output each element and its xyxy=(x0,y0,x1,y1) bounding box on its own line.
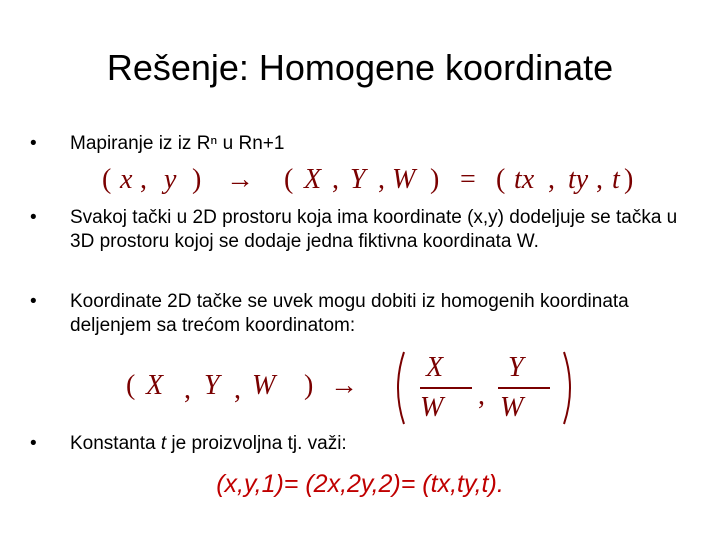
fraction-brackets xyxy=(390,350,580,426)
paren: ( xyxy=(102,164,112,195)
denominator-W: W xyxy=(420,392,444,423)
paren: ) xyxy=(304,370,314,401)
bullet-mapping xyxy=(30,132,284,156)
bullet-icon: • xyxy=(30,207,37,228)
bullet-icon: • xyxy=(30,433,37,454)
comma: , xyxy=(596,164,603,195)
paren: ) xyxy=(430,164,440,195)
arrow-icon: → xyxy=(330,370,358,401)
var-W: W xyxy=(252,370,276,401)
var-t: t xyxy=(160,433,167,454)
bullet-2d-to-3d xyxy=(30,206,690,254)
bullet-3d-to-2d xyxy=(30,290,690,338)
var-y: y xyxy=(164,164,177,195)
bullet-constant-t xyxy=(30,432,347,456)
bullet-icon: • xyxy=(30,291,37,312)
arrow-icon: → xyxy=(226,164,254,195)
text-part: Konstanta xyxy=(70,433,161,454)
var-W: W xyxy=(392,164,416,195)
paren: ) xyxy=(192,164,202,195)
var-t: t xyxy=(612,164,620,195)
paren: ( xyxy=(284,164,294,195)
var-tx: tx xyxy=(514,164,535,195)
bullet-text: Svakoj tački u 2D prostoru koja ima koordinate (x,y) dodeljuje se tačka u 3D prostoru kojoj se dodaje jedna fiktivna koordinata W. xyxy=(70,207,678,252)
paren: ) xyxy=(624,164,634,195)
var-ty: ty xyxy=(568,164,589,195)
paren: ( xyxy=(496,164,506,195)
bullet-text: Mapiranje iz iz Rⁿ u Rn+1 xyxy=(70,133,285,154)
comma: , xyxy=(332,164,339,195)
comma: , xyxy=(478,380,485,411)
numerator-X: X xyxy=(426,352,444,383)
comma: , xyxy=(184,374,191,405)
text-part: je proizvoljna tj. važi: xyxy=(166,433,347,454)
comma: , xyxy=(140,164,147,195)
slide-title: Rešenje: Homogene koordinate xyxy=(106,47,614,88)
formula-dehomogenize xyxy=(0,350,720,430)
denominator-W: W xyxy=(500,392,524,423)
equals: = xyxy=(460,164,476,195)
var-X: X xyxy=(304,164,322,195)
comma: , xyxy=(378,164,385,195)
equivalence-result: (x,y,1)= (2x,2y,2)= (tx,ty,t). xyxy=(216,470,504,498)
bullet-text xyxy=(70,432,347,456)
bullet-text: Koordinate 2D tačke se uvek mogu dobiti iz homogenih koordinata deljenjem sa trećom koordinatom: xyxy=(70,291,629,336)
var-Y: Y xyxy=(204,370,220,401)
var-Y: Y xyxy=(350,164,366,195)
comma: , xyxy=(548,164,555,195)
var-X: X xyxy=(146,370,164,401)
paren: ( xyxy=(126,370,136,401)
bullet-icon: • xyxy=(30,133,37,154)
numerator-Y: Y xyxy=(508,352,524,383)
comma: , xyxy=(234,374,241,405)
var-x: x xyxy=(120,164,133,195)
